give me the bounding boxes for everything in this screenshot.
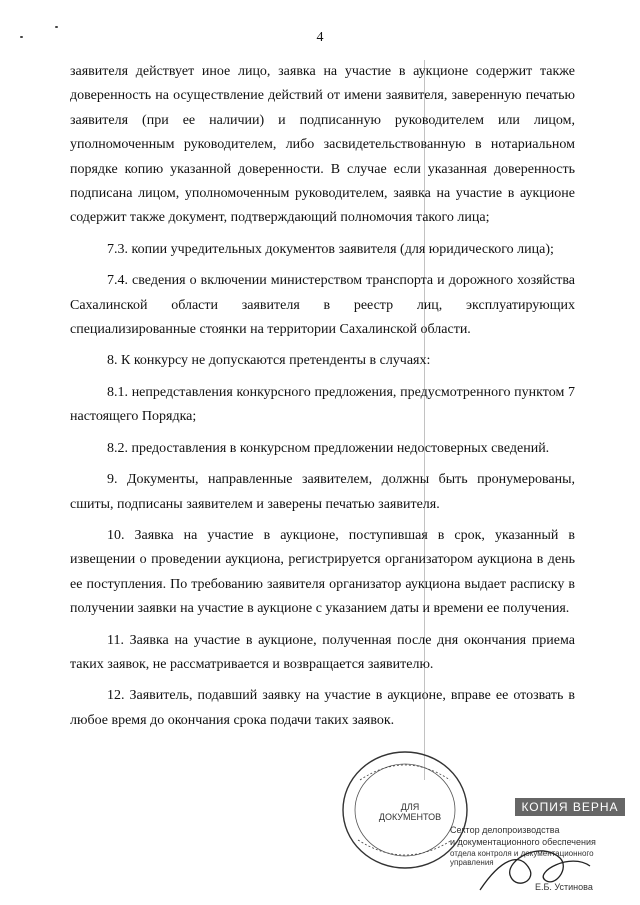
scan-speck bbox=[55, 26, 58, 28]
paragraph-8: 8. К конкурсу не допускаются претенденты в случаях: bbox=[107, 353, 431, 369]
stamp-line-1: Сектор делопроизводства bbox=[450, 825, 560, 835]
paragraph-11: 11. Заявка на участие в аукционе, полученная после дня окончания приема таких заявок, не рассматривается и возвращается заявителю. bbox=[70, 632, 575, 672]
seal-text: ДЛЯ ДОКУМЕНТОВ bbox=[378, 802, 442, 822]
paragraph-8-1: 8.1. непредставления конкурсного предложения, предусмотренного пунктом 7 настоящего Порядка; bbox=[70, 384, 575, 425]
signer-name: Е.Б. Устинова bbox=[535, 882, 593, 892]
paragraph-7-4: 7.4. сведения о включении министерством транспорта и дорожного хозяйства Сахалинской области заявителя в реестр лиц, эксплуатирующих специализированные стоянки на территории Сахалинской области. bbox=[70, 273, 575, 338]
paragraph-10: 10. Заявка на участие в аукционе, поступившая в срок, указанный в извещении о проведении аукциона, регистрируется организатором аукциона в день ее поступления. По требованию заявителя организатор аукциона выдает расписку в получении заявки на участие в аукционе с указанием даты и времени ее получения. bbox=[70, 527, 575, 617]
copy-verified-bar: КОПИЯ ВЕРНА bbox=[515, 798, 625, 816]
stamp-line-2: и документационного обеспечения bbox=[450, 837, 596, 847]
page-number: 4 bbox=[316, 30, 324, 45]
document-body bbox=[70, 60, 575, 740]
certification-stamp bbox=[330, 740, 630, 900]
paragraph-7-3: 7.3. копии учредительных документов заявителя (для юридического лица); bbox=[107, 241, 554, 257]
paragraph-12: 12. Заявитель, подавший заявку на участие в аукционе, вправе ее отозвать в любое время до окончания срока подачи таких заявок. bbox=[70, 688, 575, 728]
paragraph-9: 9. Документы, направленные заявителем, должны быть пронумерованы, сшиты, подписаны заявителем и заверены печатью заявителя. bbox=[70, 472, 575, 512]
stamp-line-3: отдела контроля и документационного управления bbox=[450, 849, 594, 867]
paragraph-8-2: 8.2. предоставления в конкурсном предложении недостоверных сведений. bbox=[107, 440, 550, 456]
paragraph-continuation: заявителя действует иное лицо, заявка на участие в аукционе содержит также доверенность на осуществление действий от имени заявителя, заверенную печатью заявителя (при ее наличии) и подписанную руководителем или лицом, уполномоченным руководителем, либо засвидетельствованную в нотариальном порядке копию указанной доверенности. В случае если указанная доверенность подписана лицом, уполномоченным руководителем, заявка на участие в аукционе содержит также документ, подтверждающий полномочия такого лица; bbox=[70, 64, 575, 226]
